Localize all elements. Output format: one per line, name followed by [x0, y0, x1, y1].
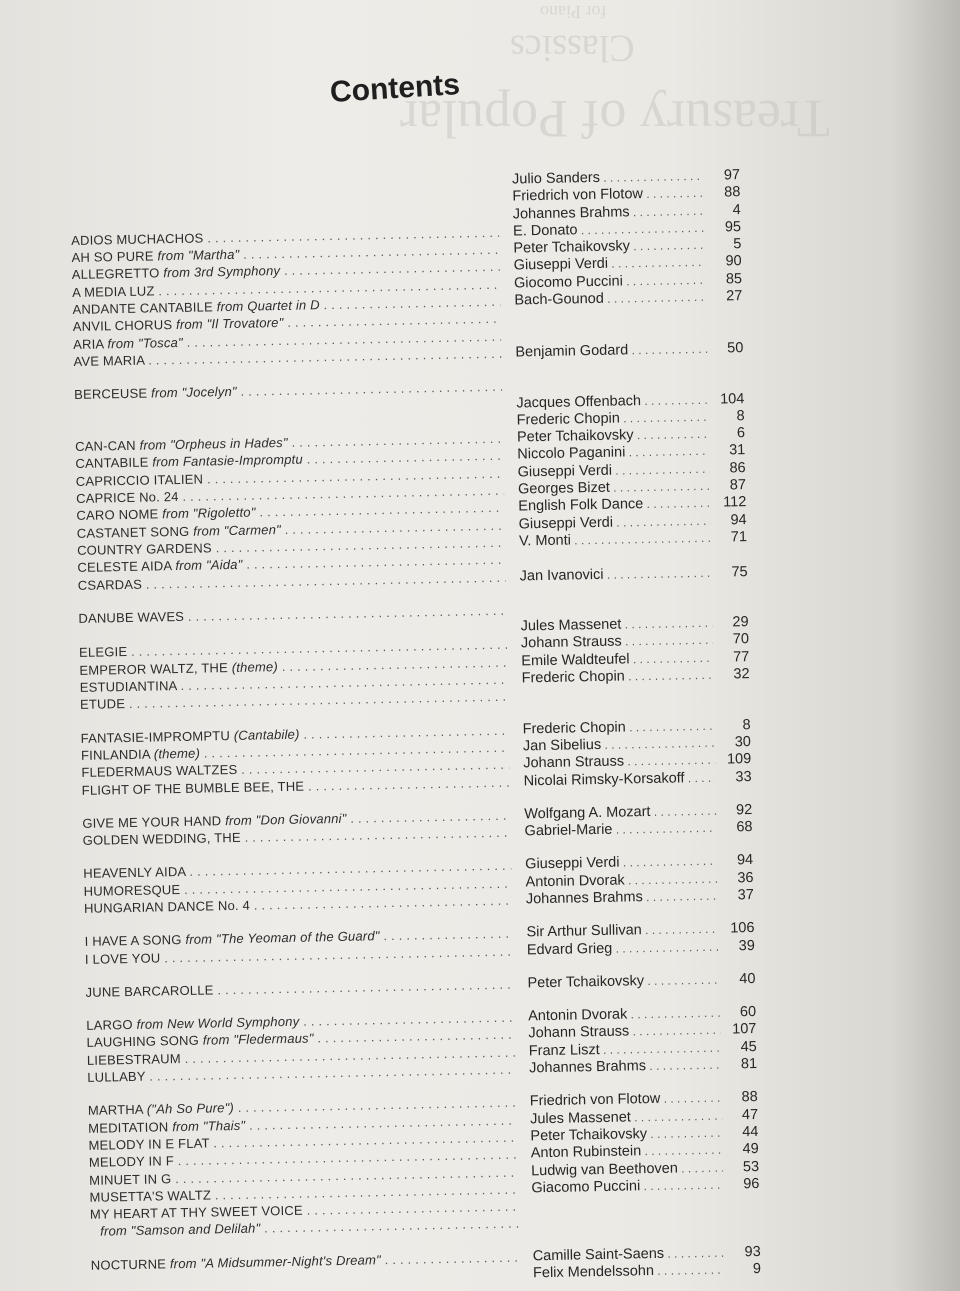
- song-source: from "A Midsummer-Night's Dream": [169, 1251, 381, 1272]
- composer: Jan Sibelius . . .: [523, 735, 715, 756]
- page-number: 85: [725, 270, 743, 288]
- composer: Nicolai Rimsky-Korsakoff . . .: [523, 769, 715, 790]
- song-source: from Quartet in D: [216, 297, 320, 315]
- composer: Antonin Dvorak . . .: [528, 1005, 720, 1026]
- song-title-main: MINUET IN G: [89, 1170, 172, 1188]
- song-title-main: BERCEUSE: [73, 385, 148, 403]
- song-title-main: NOCTURNE: [90, 1256, 167, 1273]
- composer: Ludwig van Beethoven . . .: [531, 1159, 723, 1180]
- song-title-main: LIEBESTRAUM: [86, 1050, 181, 1068]
- page-number: 70: [732, 631, 750, 648]
- song-title-main: MARTHA: [87, 1102, 144, 1119]
- song-title-main: ANVIL CHORUS: [72, 317, 173, 335]
- page-number: 33: [735, 768, 752, 785]
- song-title-main: CAPRICE No. 24: [75, 489, 179, 506]
- song-title-main: ESTUDIANTINA: [79, 678, 177, 695]
- song-title-main: I HAVE A SONG: [84, 932, 182, 950]
- song-title-main: HEAVENLY AIDA: [83, 864, 186, 882]
- page-number: 106: [730, 920, 755, 937]
- page-number: 44: [742, 1123, 759, 1141]
- page-number: 53: [742, 1158, 760, 1175]
- composer: Giuseppi Verdi . . .: [519, 512, 711, 533]
- song-title-main: DANUBE WAVES: [78, 608, 185, 626]
- song-source: from "Carmen": [193, 521, 282, 539]
- song-title-main: GIVE ME YOUR HAND: [82, 813, 222, 831]
- composer: Georges Bizet . . .: [518, 478, 710, 499]
- song-title-main: FANTASIE-IMPROMPTU: [80, 727, 231, 746]
- page-number: 96: [743, 1175, 760, 1193]
- page-number: 8: [736, 407, 745, 425]
- page-number: 94: [736, 852, 754, 869]
- song-title-main: COUNTRY GARDENS: [76, 540, 212, 558]
- page-number: 31: [729, 442, 746, 459]
- composer: Johann Strauss . . .: [528, 1022, 720, 1043]
- song-title-main: LAUGHING SONG: [86, 1033, 200, 1051]
- page-number: 95: [724, 219, 742, 236]
- composer: Johann Strauss . . .: [523, 752, 715, 773]
- composer: Jacques Offenbach . . .: [516, 391, 708, 412]
- song-source: from "The Yeoman of the Guard": [185, 928, 380, 948]
- composer: Sir Arthur Sullivan . . .: [526, 921, 718, 942]
- composer: Peter Tchaikovsky . . .: [527, 972, 719, 993]
- song-source: from "Rigoletto": [162, 504, 256, 522]
- composer: Anton Rubinstein . . .: [531, 1142, 723, 1163]
- composer: Frederic Chopin . . .: [522, 717, 714, 738]
- page-number: 29: [732, 614, 749, 631]
- composer: Johann Strauss . . .: [521, 632, 713, 653]
- song-title-main: CAN-CAN: [74, 437, 136, 455]
- song-title-main: MELODY IN F: [88, 1153, 175, 1171]
- page-number: 4: [732, 201, 741, 218]
- song-source: from "Martha": [157, 246, 240, 264]
- composer: Johannes Brahms . . .: [526, 888, 718, 909]
- page-number: 68: [736, 819, 753, 836]
- song-title-main: A MEDIA LUZ: [72, 283, 155, 300]
- song-title-main: ADIOS MUCHACHOS: [71, 230, 204, 248]
- composer: Giocomo Puccini . . .: [514, 272, 706, 293]
- song-title-main: I LOVE YOU: [84, 949, 161, 967]
- song-title-main: CSARDAS: [77, 576, 143, 593]
- composer: Niccolo Paganini . . .: [517, 443, 709, 464]
- composer: Emile Waldteufel . . .: [521, 649, 713, 670]
- song-source: from "Samson and Delilah": [100, 1220, 261, 1240]
- page-number: 32: [733, 666, 750, 683]
- page-number: 97: [723, 167, 741, 184]
- song-title-main: FLEDERMAUS WALTZES: [81, 762, 238, 781]
- song-source: (Cantabile): [233, 726, 300, 743]
- song-title-main: CARO NOME: [76, 506, 159, 524]
- composer: Giacomo Puccini . . .: [531, 1176, 723, 1197]
- page-number: 112: [723, 494, 747, 511]
- page-number: 39: [738, 937, 755, 954]
- composer: Jan Ivanovici . . .: [520, 564, 712, 585]
- page-number: 77: [732, 648, 750, 666]
- page-number: 92: [735, 801, 753, 819]
- song-title-main: GOLDEN WEDDING, THE: [82, 829, 241, 848]
- song-title-main: EMPEROR WALTZ, THE: [79, 659, 229, 678]
- song-source: ("Ah So Pure"): [146, 1100, 235, 1118]
- page-number: 87: [729, 477, 747, 494]
- song-source: from "Jocelyn": [150, 384, 237, 401]
- page-number: 71: [730, 529, 748, 546]
- page-number: 60: [739, 1004, 757, 1021]
- song-source: (theme): [153, 745, 201, 762]
- song-title-main: LULLABY: [87, 1068, 146, 1085]
- page-number: 88: [741, 1089, 758, 1106]
- composer: Peter Tchaikovsky . . .: [513, 237, 705, 258]
- song-source: from "Il Trovatore": [175, 315, 284, 333]
- bleed-through-text: [400, 0, 860, 149]
- composer: Friedrich von Flotow . . .: [512, 185, 704, 206]
- song-title-main: ELEGIE: [78, 644, 128, 661]
- page-number: 109: [726, 751, 752, 768]
- song-source: from "Fledermaus": [202, 1030, 314, 1049]
- page-number: 81: [740, 1056, 758, 1073]
- song-source: from "Tosca": [107, 334, 183, 351]
- song-title-main: MY HEART AT THY SWEET VOICE: [89, 1202, 303, 1222]
- song-title-main: MEDITATION: [88, 1118, 169, 1136]
- composer: Johannes Brahms . . .: [529, 1057, 721, 1078]
- song-source: from 3rd Symphony: [163, 263, 281, 281]
- page-number: 6: [736, 425, 746, 442]
- song-title-main: ARIA: [73, 336, 104, 352]
- page-number: 9: [752, 1260, 762, 1278]
- composer: Antonin Dvorak . . .: [525, 870, 717, 891]
- page-number: 90: [725, 253, 742, 270]
- page-number: 93: [744, 1243, 761, 1260]
- bleed-line-2: Classics: [510, 27, 635, 69]
- composer: Julio Sanders . . .: [512, 168, 704, 189]
- song-source: from Fantasie-Impromptu: [152, 452, 303, 470]
- page-number: 49: [742, 1141, 759, 1158]
- song-title-main: JUNE BARCAROLLE: [85, 982, 214, 1000]
- composer: Jules Massenet . . .: [530, 1107, 722, 1128]
- bleed-line-1: Treasury of Popular: [400, 89, 830, 149]
- composer: Gabriel-Marie . . .: [524, 820, 716, 841]
- song-source: (theme): [231, 658, 279, 675]
- song-title-main: LARGO: [86, 1017, 133, 1034]
- song-title-main: CANTABILE: [75, 454, 149, 472]
- composer: Benjamin Godard . . .: [515, 341, 707, 362]
- page-number: 8: [742, 716, 751, 733]
- composer: Felix Mendelssohn . . .: [533, 1262, 725, 1283]
- page-number: 75: [731, 563, 748, 580]
- composer: Friedrich von Flotow . . .: [530, 1090, 722, 1111]
- page-number: 88: [724, 184, 741, 201]
- page-number: 86: [729, 459, 746, 477]
- song-title-main: CAPRICCIO ITALIEN: [75, 471, 204, 489]
- composer: Franz Liszt . . .: [529, 1039, 721, 1060]
- composer: V. Monti . . .: [519, 530, 711, 551]
- song-source: from New World Symphony: [136, 1013, 300, 1033]
- composer: Bach-Gounod . . .: [514, 289, 706, 310]
- page-number: 107: [732, 1021, 757, 1038]
- song-source: from "Don Giovanni": [224, 810, 347, 828]
- song-title-main: ANDANTE CANTABILE: [72, 299, 214, 318]
- page-number: 94: [730, 511, 747, 529]
- composer: Jules Massenet . . .: [521, 615, 713, 636]
- composer: Peter Tchaikovsky . . .: [517, 426, 709, 447]
- page-number: 37: [737, 886, 755, 904]
- composer: English Folk Dance . . .: [518, 495, 710, 516]
- contents-list: [70, 167, 791, 1291]
- page-number: 27: [726, 288, 743, 305]
- song-title-main: HUNGARIAN DANCE No. 4: [83, 897, 251, 916]
- composer: Wolfgang A. Mozart . . .: [524, 803, 716, 824]
- page-number: 40: [739, 970, 756, 988]
- page-number: 30: [734, 733, 752, 751]
- composer: Frederic Chopin . . .: [517, 409, 709, 430]
- song-source: from "Thais": [172, 1117, 246, 1134]
- song-source: from "Orpheus in Hades": [139, 435, 288, 453]
- composer: Frederic Chopin . . .: [521, 667, 713, 688]
- composer: Johannes Brahms . . .: [513, 202, 705, 223]
- page-number: 5: [733, 236, 742, 253]
- song-title-main: CASTANET SONG: [76, 523, 190, 541]
- song-title-main: MELODY IN E FLAT: [88, 1135, 210, 1153]
- page-number: 50: [727, 340, 744, 357]
- page-number: 104: [719, 390, 745, 408]
- composer: Edvard Grieg . . .: [527, 938, 719, 959]
- page-number: 45: [740, 1038, 757, 1056]
- song-title-main: MUSETTA'S WALTZ: [89, 1187, 212, 1205]
- composer: Giuseppi Verdi . . .: [518, 461, 710, 482]
- page-number: 47: [741, 1106, 759, 1123]
- composer: Giuseppi Verdi . . .: [514, 254, 706, 275]
- song-title-main: HUMORESQUE: [83, 881, 181, 899]
- song-title-main: CELESTE AIDA: [77, 558, 172, 576]
- song-title-main: ETUDE: [79, 696, 126, 713]
- song-title-main: AVE MARIA: [73, 352, 145, 369]
- song-title-main: FINLANDIA: [80, 746, 151, 763]
- song-title-main: ALLEGRETTO: [71, 265, 160, 283]
- page-title: Contents: [329, 68, 461, 109]
- composer: E. Donato . . .: [513, 220, 705, 241]
- bleed-line-3: for Piano: [540, 2, 607, 22]
- song-title-main: FLIGHT OF THE BUMBLE BEE, THE: [81, 778, 305, 798]
- song-title-main: AH SO PURE: [71, 248, 154, 266]
- composer: Giuseppi Verdi . . .: [525, 853, 717, 874]
- composer: Camille Saint-Saens . . .: [533, 1244, 725, 1265]
- song-source: from "Aida": [175, 556, 243, 574]
- page-number: 36: [737, 869, 754, 887]
- composer: Peter Tchaikovsky . . .: [530, 1125, 722, 1146]
